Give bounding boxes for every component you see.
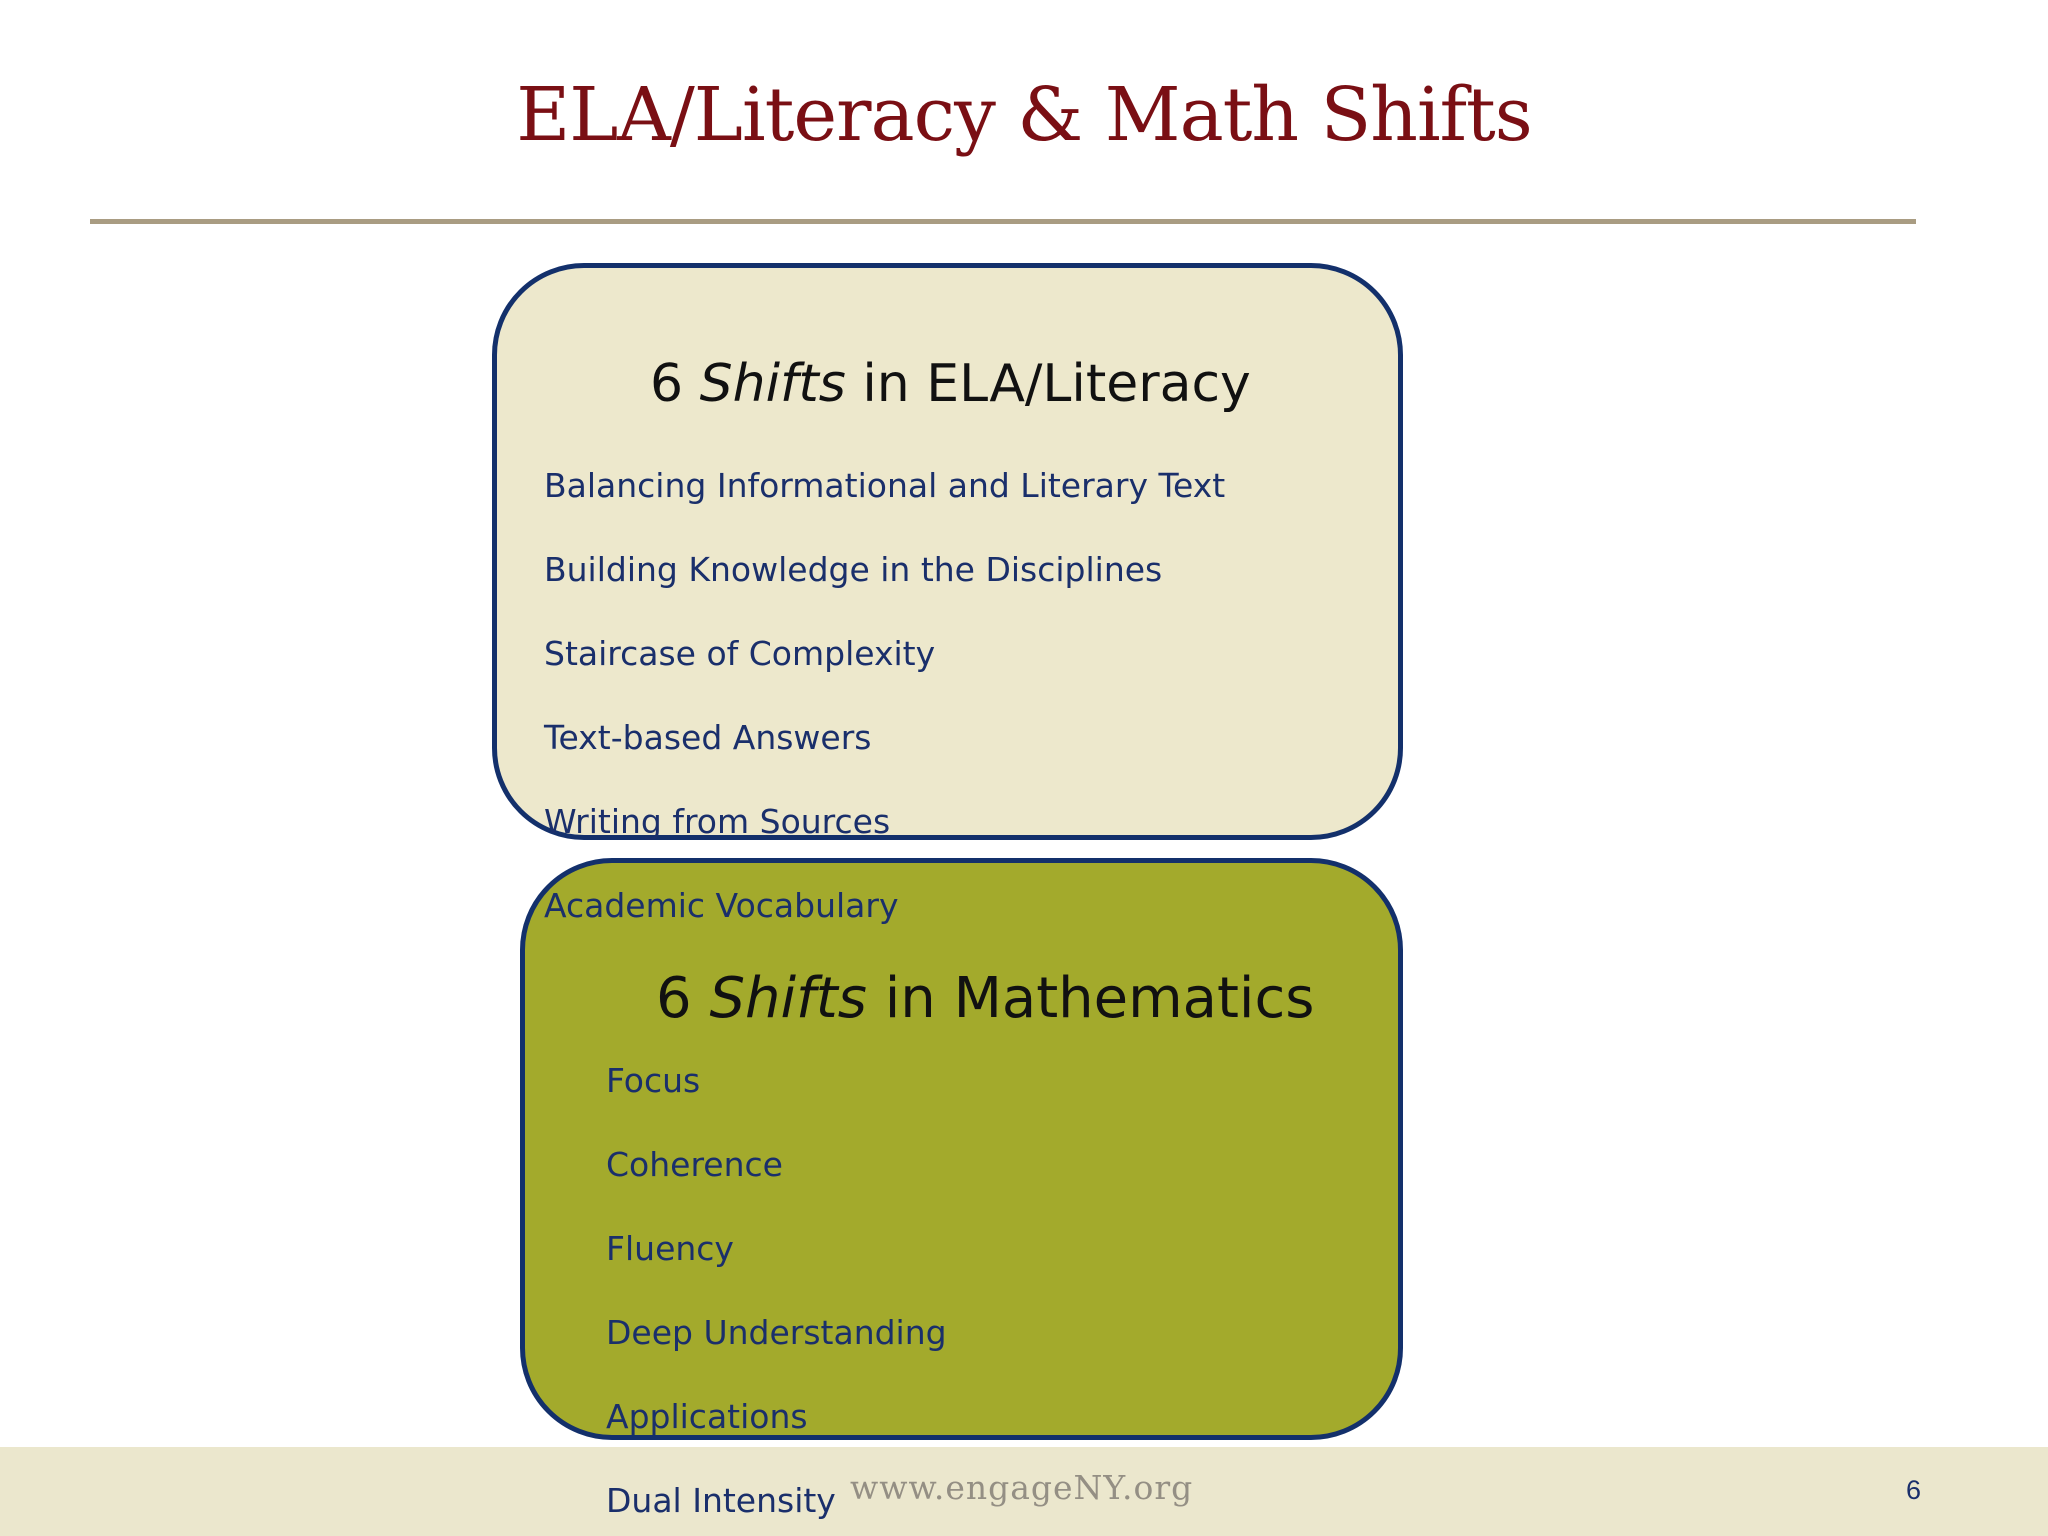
math-heading-emphasis: Shifts bbox=[709, 966, 867, 1031]
footer-url: www.engageNY.org bbox=[850, 1468, 1194, 1507]
ela-heading-count: 6 bbox=[650, 354, 684, 414]
ela-shift-item: Writing from Sources bbox=[544, 802, 891, 841]
ela-shift-item: Staircase of Complexity bbox=[544, 634, 936, 673]
ela-shift-item: Academic Vocabulary bbox=[544, 886, 899, 925]
math-shift-item: Deep Understanding bbox=[606, 1313, 947, 1352]
math-shift-item: Fluency bbox=[606, 1229, 734, 1268]
math-shifts-heading bbox=[656, 966, 1314, 1031]
math-shift-item: Coherence bbox=[606, 1145, 783, 1184]
ela-shift-item: Balancing Informational and Literary Text bbox=[544, 466, 1226, 505]
math-heading-rest: in Mathematics bbox=[884, 966, 1315, 1031]
ela-heading-emphasis: Shifts bbox=[699, 354, 846, 414]
page-number: 6 bbox=[1906, 1475, 1922, 1505]
title-divider bbox=[90, 219, 1916, 224]
ela-shift-item: Building Knowledge in the Disciplines bbox=[544, 550, 1163, 589]
ela-shifts-heading bbox=[650, 354, 1251, 414]
ela-shift-item: Text-based Answers bbox=[544, 718, 872, 757]
math-shift-item: Focus bbox=[606, 1061, 701, 1100]
math-heading-count: 6 bbox=[656, 966, 692, 1031]
math-shift-item: Dual Intensity bbox=[606, 1481, 836, 1520]
ela-heading-rest: in ELA/Literacy bbox=[862, 354, 1251, 414]
math-shift-item: Applications bbox=[606, 1397, 808, 1436]
slide-title: ELA/Literacy & Math Shifts bbox=[516, 72, 1532, 158]
